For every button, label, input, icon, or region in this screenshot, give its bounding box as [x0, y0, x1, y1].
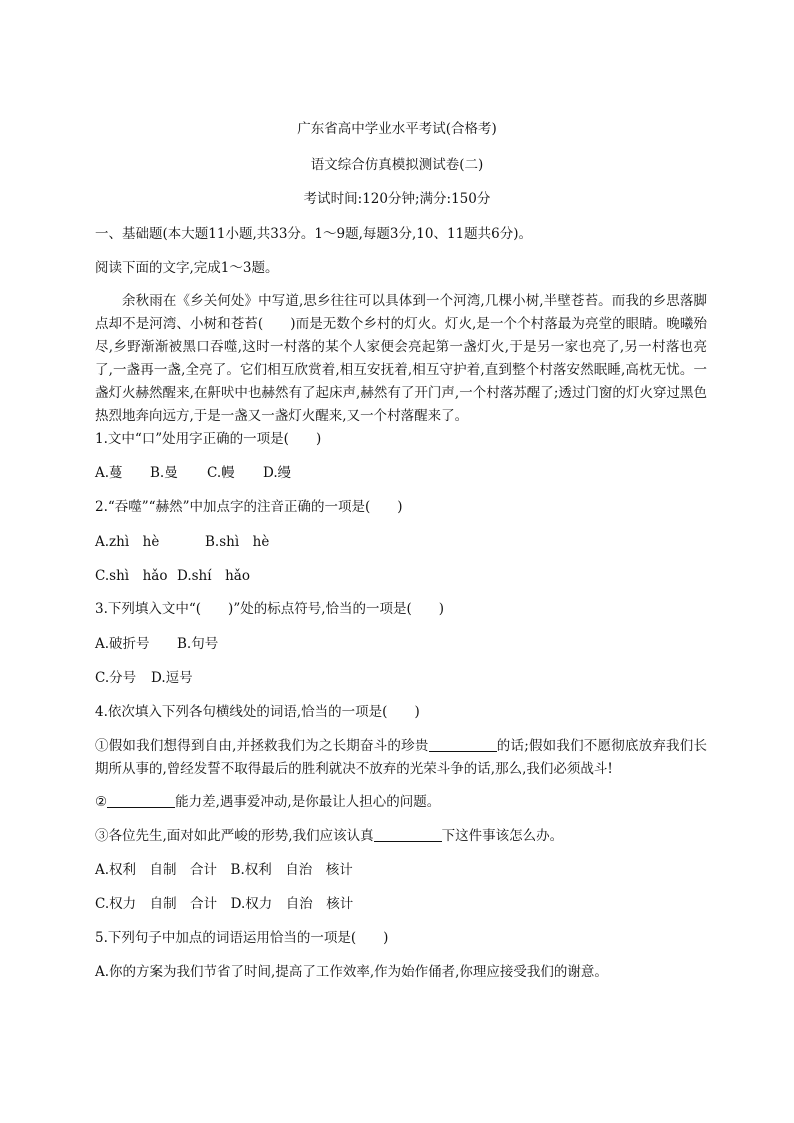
question-2-options-row1	[95, 532, 705, 552]
question-4-options-row1: A.权利 自制 合计 B.权利 自治 核计	[95, 862, 353, 878]
q4-s2-part2: 能力差,遇事爱冲动,是你最让人担心的问题。	[175, 794, 441, 810]
exam-info: 考试时间:120分钟;满分:150分	[303, 191, 491, 207]
exam-subtitle: 语文综合仿真模拟测试卷(二)	[310, 157, 484, 173]
q4-s3-part1: ③各位先生,面对如此严峻的形势,我们应该认真	[95, 828, 374, 844]
q3-option-c: C.分号	[95, 670, 137, 686]
question-1-options	[95, 463, 705, 483]
question-4-stem: 4.依次填入下列各句横线处的词语,恰当的一项是( )	[95, 704, 420, 720]
reading-passage: 余秋雨在《乡关何处》中写道,思乡往往可以具体到一个河湾,几棵小树,半壁苍苔。而我的乡思落脚点却不是河湾、小树和苍苔( )而是无数个乡村的灯火。灯火,是一个个村落最为亮堂的眼睛。晚曦殆尽,乡野渐渐被黑口吞噬,这时一村落的某个人家便会亮起第一盏灯火,于是另一家也亮了,另一村落也亮了,一盏再一盏,全亮了。它们相互欣赏着,相互安抚着,相互守护着,直到整个村落安然眠睡,高枕无忧。一盏灯火赫然醒来,在鼾吠中也赫然有了起床声,赫然有了开门声,一个村落苏醒了;透过门窗的灯火穿过黑色热烈地奔向远方,于是一盏又一盏灯火醒来,又一个村落醒来了。	[95, 293, 707, 424]
exam-title: 广东省高中学业水平考试(合格考)	[297, 121, 497, 137]
question-4-sentence-3	[95, 826, 705, 846]
q4-blank-3	[374, 827, 442, 842]
q1-option-a: A.蔓	[95, 465, 123, 481]
question-3-stem: 3.下列填入文中“( )”处的标点符号,恰当的一项是( )	[95, 601, 445, 617]
q1-option-c: C.幔	[207, 465, 235, 481]
q2-option-a: A.zhì hè	[95, 534, 160, 550]
question-4-sentence-1	[95, 735, 707, 781]
question-3-options-row2	[95, 668, 705, 688]
q4-s3-part2: 下这件事该怎么办。	[441, 828, 564, 844]
q5-option-a: A.你的方案为我们节省了时间,提高了工作效率,作为始作俑者,你理应接受我们的谢意。	[95, 964, 608, 980]
question-3-options-row1	[95, 634, 705, 654]
q2-option-d: D.shí hǎo	[177, 568, 250, 584]
q4-blank-1	[429, 737, 497, 752]
q2-option-b: B.shì hè	[205, 534, 270, 550]
q4-s1-part2: 的话;假如我们不愿彻底放弃我们长期所从事的,曾经发誓不取得最后的胜利就决不放弃的光荣斗争的话,那么,我们必须战斗!	[95, 738, 707, 777]
reading-instruction: 阅读下面的文字,完成1～3题。	[95, 260, 279, 276]
question-4-options-row2: C.权力 自制 合计 D.权力 自治 核计	[95, 896, 354, 912]
question-1-stem: 1.文中“口”处用字正确的一项是( )	[95, 431, 322, 447]
q1-option-b: B.曼	[150, 465, 178, 481]
q3-option-a: A.破折号	[95, 636, 150, 652]
q3-option-b: B.句号	[177, 636, 219, 652]
question-5-stem: 5.下列句子中加点的词语运用恰当的一项是( )	[95, 930, 389, 946]
q4-blank-2	[107, 793, 175, 808]
q1-option-d: D.缦	[263, 465, 292, 481]
q2-option-c: C.shì hǎo	[95, 568, 168, 584]
q3-option-d: D.逗号	[151, 670, 193, 686]
q4-s1-part1: ①假如我们想得到自由,并拯救我们为之长期奋斗的珍贵	[95, 738, 429, 754]
q4-s2-part1: ②	[95, 794, 108, 810]
question-2-stem: 2.“吞噬”“赫然”中加点字的注音正确的一项是( )	[95, 499, 403, 515]
question-4-sentence-2	[95, 792, 705, 812]
question-2-options-row2	[95, 566, 705, 586]
section-heading: 一、基础题(本大题11小题,共33分。1～9题,每题3分,10、11题共6分)。	[95, 226, 532, 242]
